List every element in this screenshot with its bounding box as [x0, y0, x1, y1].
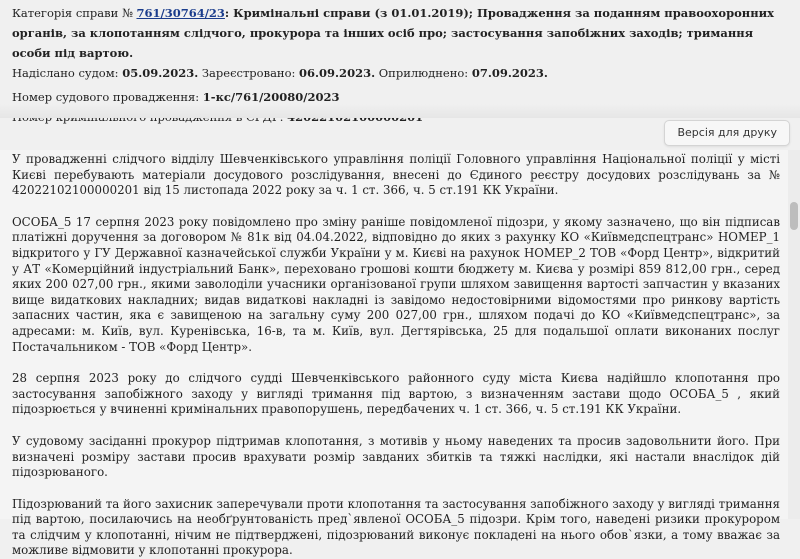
category-text: : Кримінальні справи (з 01.01.2019); Провадження за поданням правоохоронних органів, за клопотанням слідчого, прокурора та інших осіб про; застосування запобіжних заходів; тримання особи під вартою.	[12, 6, 775, 60]
doc-paragraph: ОСОБА_5 17 серпня 2023 року повідомлено про зміну раніше повідомленої підозри, у якому зазначено, що він підписав платіжні доручення за договором № 81к від 04.04.2022, відповідно до яких з рахунку КО «Київмедспецтранс» НОМЕР_1 відкритого у ГУ Державної казначейської служби України у м. Києві на рахунок НОМЕР_2 ТОВ «Форд Центр», відкритий у АТ «Комерційний індустріальний Банк», переховано грошові кошти бюджету м. Києва у розмірі 859 812,00 грн., серед яких 200 027,00 грн., якими заволоділи учасники організованої групи шляхом завищення вартості запчастин у вказаних вище видаткових накладних; видав видаткові накладні із завідомо недостовірними відомостями про ринкову вартість запасних частин, яка є завищеною на загальну суму 200 027,00 грн., шляхом подачі до КО «Київмедспецтранс», за адресами: м. Київ, вул. Куренівська, 16-в, та м. Київ, вул. Дегтярівська, 25 для подальшої оплати виконаних послуг Постачальником - ТОВ «Форд Центр».	[12, 214, 780, 354]
category-label: Категорія справи №	[12, 6, 133, 20]
doc-paragraph: У провадженні слідчого відділу Шевченківського управління поліції Головного управління Національної поліції у місті Києві перебувають матеріали досудового розслідування, внесені до Єдиного реєстру досудових розслідувань за № 42022102100000201 від 15 листопада 2022 року за ч. 1 ст. 366, ч. 5 ст.191 КК України.	[12, 152, 780, 198]
published-label: Оприлюднено:	[378, 66, 469, 80]
case-number-link[interactable]: 761/30764/23	[136, 6, 225, 20]
sent-label: Надіслано судом:	[12, 66, 119, 80]
registered-date: 06.09.2023.	[299, 66, 376, 80]
doc-paragraph: У судовому засіданні прокурор підтримав клопотання, з мотивів у ньому наведених та просив задовольнити його. При визначені розміру застави просив врахувати розмір завданих збитків та тяжкі наслідки, які настали внаслідок дій підозрюваного.	[12, 433, 780, 480]
case-dates	[12, 63, 788, 83]
case-category	[12, 3, 788, 63]
doc-paragraph: Підозрюваний та його захисник заперечували проти клопотання та застосування запобіжного заходу у вигляді тримання під вартою, посилаючись на необґрунтованість пред`явленої ОСОБА_5 підозри. Крім того, наведені ризики прокурором та слідчим у клопотанні, нічим не підтверджені, підозрюваний виконує покладені на нього обов`язки, а тому вважає за можливе відмовити у клопотанні прокурора.	[12, 496, 780, 558]
scrollbar[interactable]	[788, 150, 800, 519]
court-proc-label: Номер судового провадження:	[12, 90, 200, 104]
print-version-button[interactable]: Версія для друку	[664, 120, 790, 146]
sent-date: 05.09.2023.	[122, 66, 199, 80]
scrollbar-thumb[interactable]	[790, 202, 798, 230]
court-proc-number: 1-кс/761/20080/2023	[202, 90, 340, 104]
meta-divider	[0, 104, 800, 118]
document-body	[0, 150, 788, 558]
doc-paragraph: 28 серпня 2023 року до слідчого судді Шевченківського районного суду міста Києва надійшло клопотання про застосування запобіжного заходу у вигляді тримання під вартою, з визначенням застави щодо ОСОБА_5 , який підозрюється у вчиненні кримінальних правопорушень, передбачених ч. 1 ст. 366, ч. 5 ст.191 КК України.	[12, 371, 780, 417]
case-meta-panel	[0, 0, 800, 110]
registered-label: Зареєстровано:	[201, 66, 296, 80]
published-date: 07.09.2023.	[471, 66, 548, 80]
